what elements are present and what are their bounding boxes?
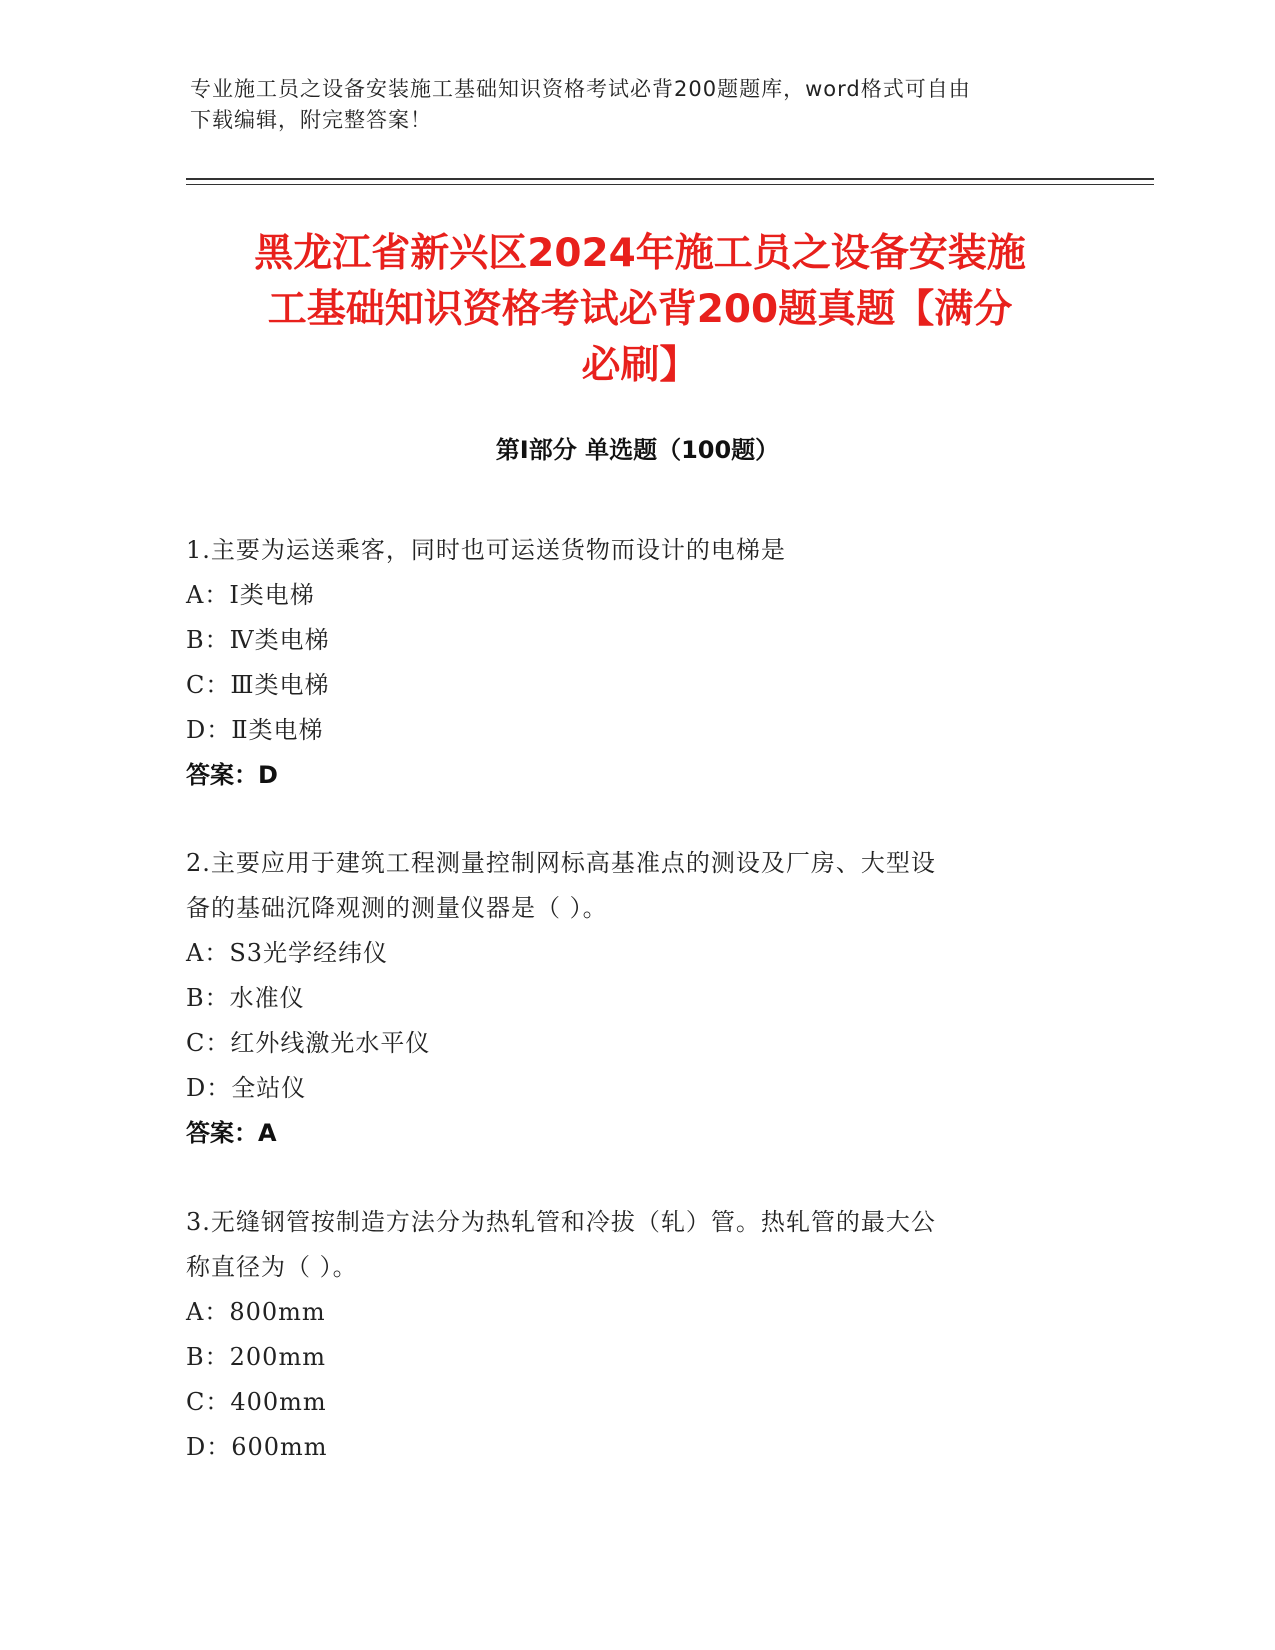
- header-note: [190, 74, 1070, 136]
- question-2-answer: 答案：A: [186, 1119, 277, 1147]
- question-3-option-d: D：600mm: [186, 1433, 328, 1461]
- header-note-line-2: 下载编辑，附完整答案！: [190, 108, 432, 132]
- question-1-stem: 1.主要为运送乘客，同时也可运送货物而设计的电梯是: [186, 536, 786, 564]
- question-2-option-a: A：S3光学经纬仪: [186, 939, 389, 967]
- question-2-option-c: C：红外线激光水平仪: [186, 1029, 431, 1057]
- question-3-option-c: C：400mm: [186, 1388, 327, 1416]
- question-1-option-b: B：Ⅳ类电梯: [186, 626, 330, 654]
- header-divider-thick: [186, 178, 1154, 180]
- question-1-answer: 答案：D: [186, 761, 278, 789]
- question-2: [186, 841, 1066, 1156]
- question-1: [186, 528, 1066, 798]
- question-1-option-c: C：Ⅲ类电梯: [186, 671, 330, 699]
- question-3-option-a: A：800mm: [186, 1298, 326, 1326]
- question-1-option-a: A：Ⅰ类电梯: [186, 581, 315, 609]
- document-title-line-3: 必刷】: [581, 343, 699, 388]
- document-title-line-1: 黑龙江省新兴区2024年施工员之设备安装施: [254, 231, 1026, 276]
- question-2-stem-line-1: 2.主要应用于建筑工程测量控制网标高基准点的测设及厂房、大型设: [186, 849, 936, 877]
- question-2-stem-line-2: 备的基础沉降观测的测量仪器是（ ）。: [186, 894, 608, 922]
- question-3-stem-line-1: 3.无缝钢管按制造方法分为热轧管和冷拔（轧）管。热轧管的最大公: [186, 1208, 936, 1236]
- question-2-option-b: B：水准仪: [186, 984, 305, 1012]
- document-title-line-2: 工基础知识资格考试必背200题真题【满分: [267, 287, 1013, 332]
- question-3: [186, 1200, 1066, 1470]
- question-2-option-d: D：全站仪: [186, 1074, 307, 1102]
- question-1-option-d: D：Ⅱ类电梯: [186, 716, 324, 744]
- header-divider-thin: [186, 184, 1154, 185]
- question-3-stem-line-2: 称直径为（ ）。: [186, 1253, 358, 1281]
- document-title: [180, 226, 1100, 394]
- question-3-option-b: B：200mm: [186, 1343, 326, 1371]
- section-title: 第Ⅰ部分 单选题（100题）: [495, 436, 780, 464]
- header-note-line-1: 专业施工员之设备安装施工基础知识资格考试必背200题题库，word格式可自由: [190, 77, 971, 101]
